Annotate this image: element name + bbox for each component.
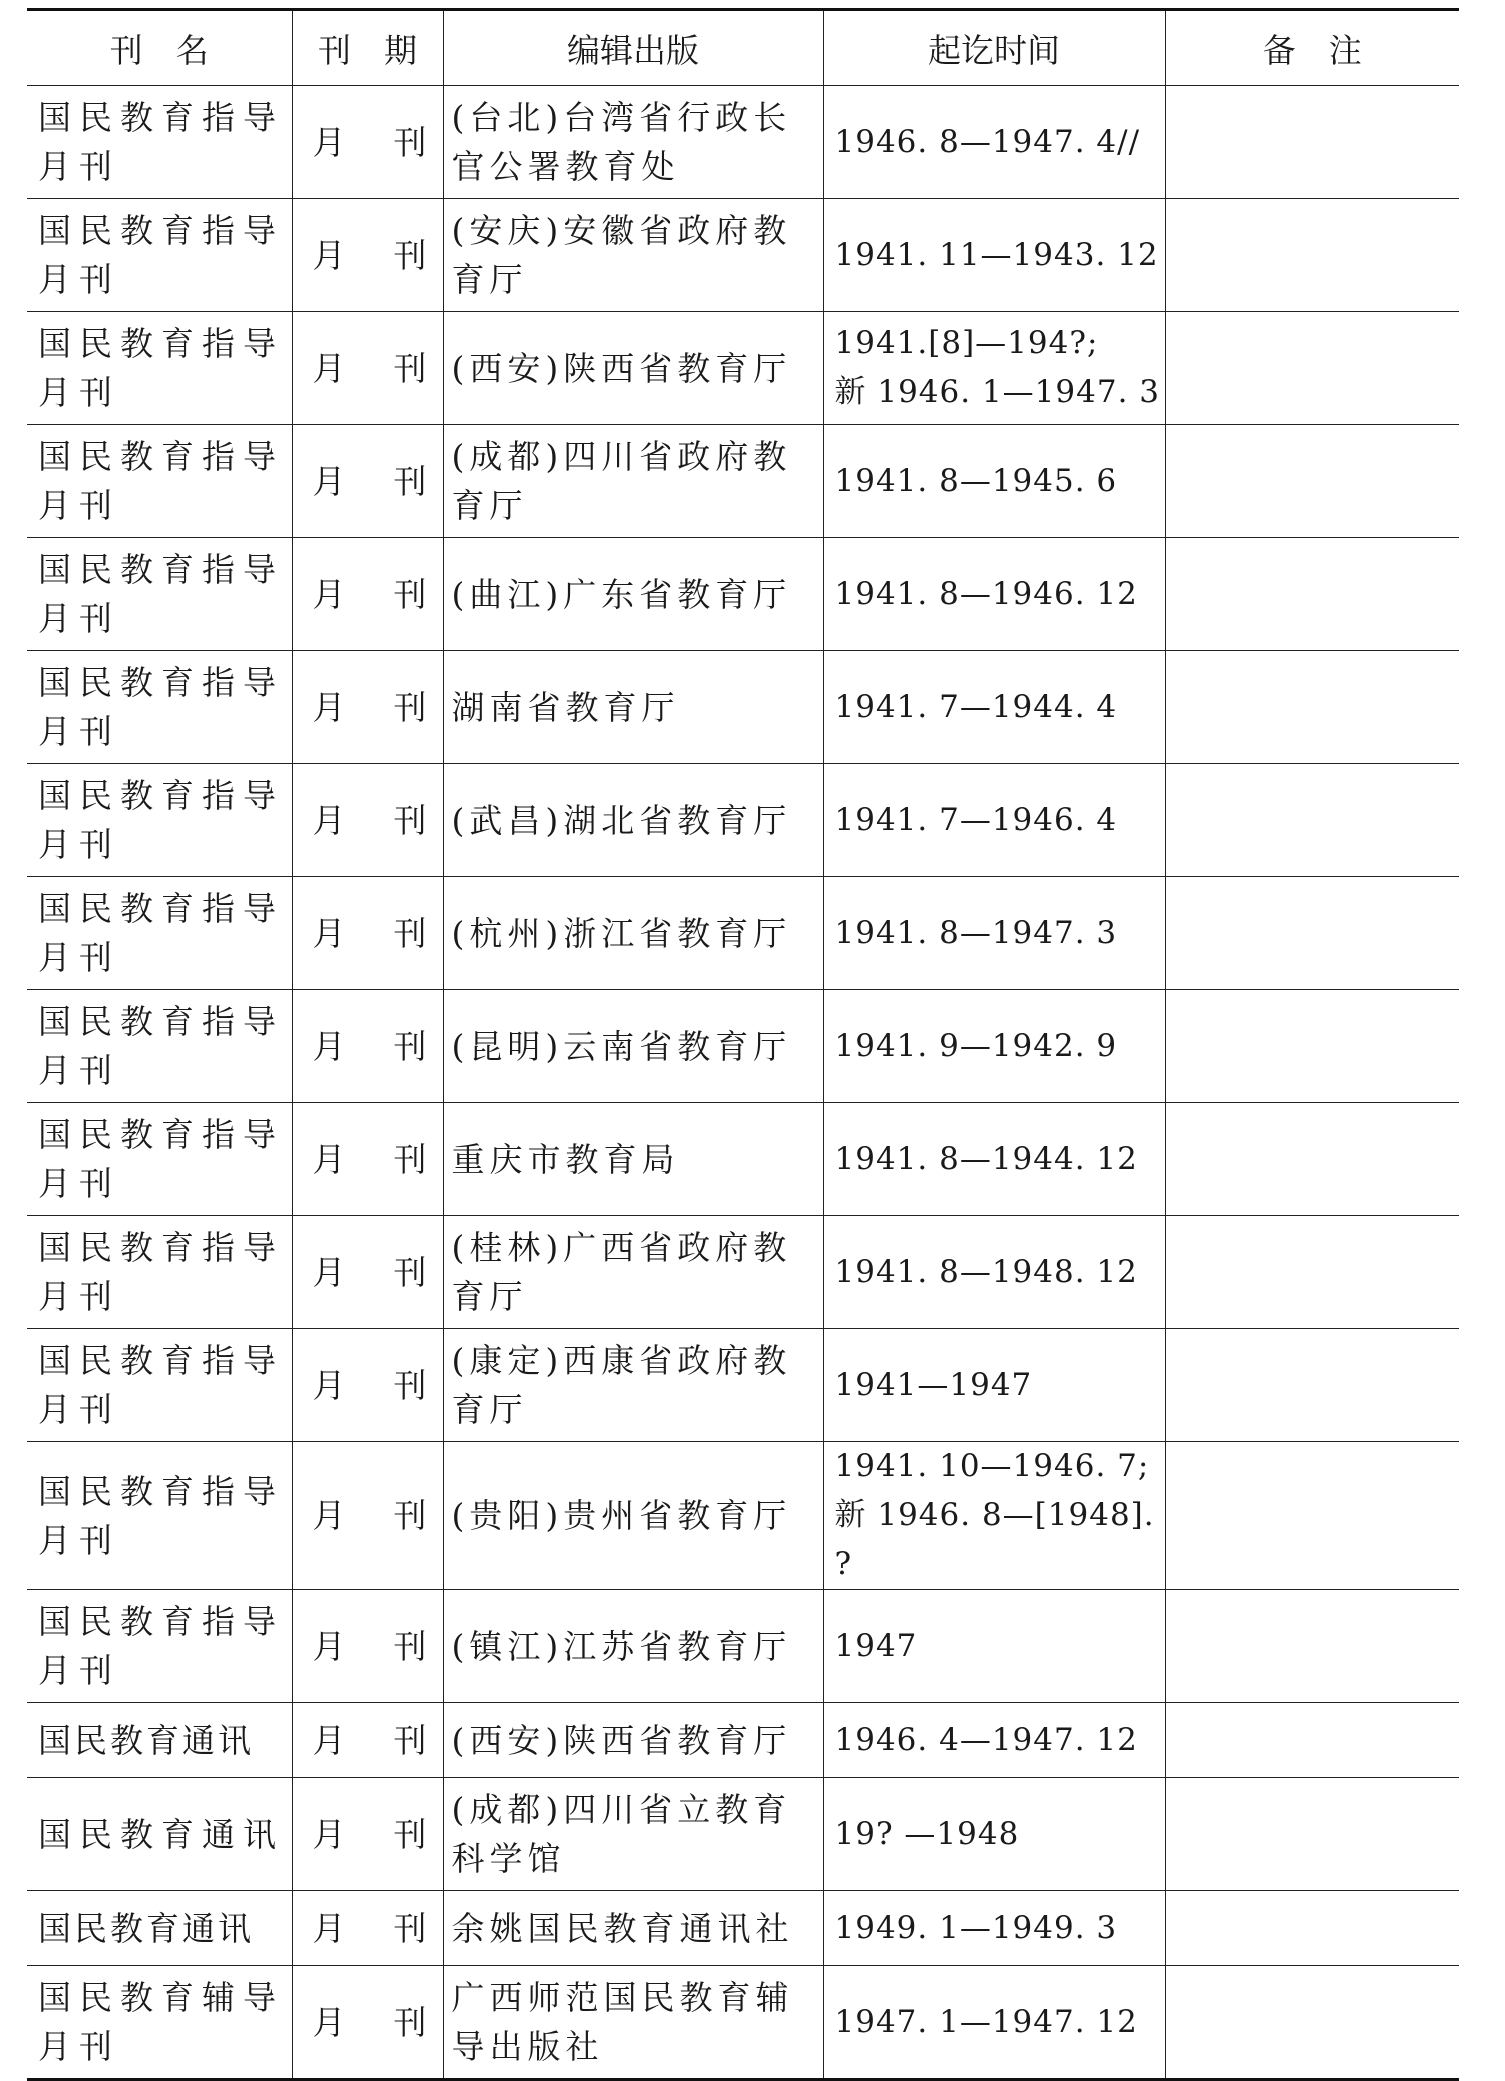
cell-dates xyxy=(823,877,1165,990)
cell-title xyxy=(27,1329,292,1442)
title-text: 国民教育指导月刊 xyxy=(38,1002,284,1090)
cell-period xyxy=(292,1966,443,2080)
period-char-2: 刊 xyxy=(393,1365,427,1405)
cell-title xyxy=(27,764,292,877)
publisher-text: (杭州)浙江省教育厅 xyxy=(451,913,792,953)
period-text xyxy=(293,231,443,280)
table-row xyxy=(27,651,1459,764)
title-text: 国民教育指导月刊 xyxy=(38,437,284,525)
cell-title xyxy=(27,1442,292,1590)
cell-publisher xyxy=(443,877,823,990)
title-text: 国民教育指导月刊 xyxy=(38,1602,284,1690)
publisher-text: (昆明)云南省教育厅 xyxy=(451,1026,792,1066)
dates-text: 1946. 8—1947. 4// xyxy=(834,123,1141,160)
period-text xyxy=(293,457,443,506)
cell-note xyxy=(1165,199,1459,312)
table-row xyxy=(27,1103,1459,1216)
cell-note xyxy=(1165,538,1459,651)
dates-text: 1941. 8—1945. 6 xyxy=(834,462,1118,499)
cell-title xyxy=(27,1103,292,1216)
publisher-text: (曲江)广东省教育厅 xyxy=(451,574,792,614)
table-row xyxy=(27,86,1459,199)
cell-period xyxy=(292,1103,443,1216)
cell-title xyxy=(27,1590,292,1703)
period-text xyxy=(293,1022,443,1071)
title-text: 国民教育指导月刊 xyxy=(38,776,284,864)
cell-dates xyxy=(823,199,1165,312)
cell-publisher xyxy=(443,1966,823,2080)
cell-note xyxy=(1165,1966,1459,2080)
period-text xyxy=(293,570,443,619)
title-text: 国民教育指导月刊 xyxy=(38,550,284,638)
publisher-text: 广西师范国民教育辅导出版社 xyxy=(451,1978,794,2066)
period-char-1: 月 xyxy=(312,122,346,162)
period-char-1: 月 xyxy=(312,1908,346,1948)
cell-period xyxy=(292,1703,443,1778)
period-text xyxy=(293,1716,443,1765)
cell-dates xyxy=(823,764,1165,877)
cell-dates xyxy=(823,1590,1165,1703)
header-note: 备 注 xyxy=(1165,10,1459,86)
table-header-row xyxy=(27,10,1459,86)
cell-publisher xyxy=(443,1329,823,1442)
header-dates: 起讫时间 xyxy=(823,10,1165,86)
cell-title xyxy=(27,877,292,990)
table-row xyxy=(27,425,1459,538)
dates-text: 19? —1948 xyxy=(834,1815,1020,1852)
cell-publisher xyxy=(443,538,823,651)
period-text xyxy=(293,1998,443,2047)
cell-title xyxy=(27,312,292,425)
period-char-2: 刊 xyxy=(393,1139,427,1179)
period-char-1: 月 xyxy=(312,1496,346,1535)
dates-text: 1941. 7—1946. 4 xyxy=(834,801,1118,838)
cell-publisher xyxy=(443,199,823,312)
table-row xyxy=(27,990,1459,1103)
title-text: 国民教育指导月刊 xyxy=(38,1341,284,1429)
period-text xyxy=(293,1491,443,1540)
period-char-1: 月 xyxy=(312,574,346,614)
dates-text: 1941—1947 xyxy=(834,1366,1033,1403)
periodical-table xyxy=(27,8,1459,2081)
period-char-1: 月 xyxy=(312,1365,346,1405)
header-title: 刊 名 xyxy=(27,10,292,86)
period-char-2: 刊 xyxy=(393,1026,427,1066)
publisher-text: 重庆市教育局 xyxy=(451,1139,680,1179)
dates-text: 1941. 8—1947. 3 xyxy=(834,914,1118,951)
period-char-2: 刊 xyxy=(393,1252,427,1292)
period-char-2: 刊 xyxy=(393,122,427,162)
period-char-1: 月 xyxy=(312,1139,346,1179)
table-row xyxy=(27,1590,1459,1703)
cell-dates xyxy=(823,1216,1165,1329)
cell-note xyxy=(1165,1590,1459,1703)
period-char-1: 月 xyxy=(312,235,346,275)
dates-text: 1947. 1—1947. 12 xyxy=(834,2003,1138,2040)
period-char-2: 刊 xyxy=(393,235,427,275)
header-period: 刊 期 xyxy=(292,10,443,86)
cell-dates xyxy=(823,1778,1165,1891)
title-text: 国民教育指导月刊 xyxy=(38,98,284,186)
cell-note xyxy=(1165,1216,1459,1329)
cell-dates xyxy=(823,312,1165,425)
cell-note xyxy=(1165,651,1459,764)
period-text xyxy=(293,118,443,167)
table-row xyxy=(27,877,1459,990)
period-text xyxy=(293,344,443,393)
period-char-1: 月 xyxy=(312,1814,346,1854)
table-row xyxy=(27,312,1459,425)
period-char-1: 月 xyxy=(312,1626,346,1666)
dates-text: 1941. 10—1946. 7; 新 1946. 8—[1948]. ? xyxy=(834,1448,1155,1582)
cell-title xyxy=(27,990,292,1103)
table-row xyxy=(27,1216,1459,1329)
cell-title xyxy=(27,1891,292,1966)
cell-dates xyxy=(823,1329,1165,1442)
cell-dates xyxy=(823,990,1165,1103)
period-text xyxy=(293,1361,443,1410)
publisher-text: (台北)台湾省行政长官公署教育处 xyxy=(451,98,792,186)
cell-title xyxy=(27,538,292,651)
cell-note xyxy=(1165,764,1459,877)
cell-title xyxy=(27,651,292,764)
period-char-1: 月 xyxy=(312,1252,346,1292)
period-char-2: 刊 xyxy=(393,687,427,727)
title-text: 国民教育指导月刊 xyxy=(38,1471,284,1560)
cell-publisher xyxy=(443,1442,823,1590)
table-row xyxy=(27,199,1459,312)
cell-note xyxy=(1165,990,1459,1103)
period-char-2: 刊 xyxy=(393,2002,427,2042)
cell-period xyxy=(292,1442,443,1590)
publisher-text: (贵阳)贵州省教育厅 xyxy=(451,1496,792,1535)
cell-dates xyxy=(823,651,1165,764)
cell-period xyxy=(292,312,443,425)
dates-text: 1941.[8]—194?; 新 1946. 1—1947. 3 xyxy=(834,325,1161,410)
period-char-1: 月 xyxy=(312,913,346,953)
cell-period xyxy=(292,990,443,1103)
table-row xyxy=(27,1442,1459,1590)
period-char-1: 月 xyxy=(312,461,346,501)
cell-note xyxy=(1165,425,1459,538)
cell-period xyxy=(292,538,443,651)
period-char-1: 月 xyxy=(312,1026,346,1066)
period-char-2: 刊 xyxy=(393,348,427,388)
table-row xyxy=(27,764,1459,877)
cell-note xyxy=(1165,1103,1459,1216)
title-text: 国民教育指导月刊 xyxy=(38,663,284,751)
cell-dates xyxy=(823,1703,1165,1778)
cell-period xyxy=(292,425,443,538)
publisher-text: (成都)四川省立教育科学馆 xyxy=(451,1790,792,1878)
period-char-2: 刊 xyxy=(393,800,427,840)
cell-dates xyxy=(823,538,1165,651)
title-text: 国民教育指导月刊 xyxy=(38,211,284,299)
dates-text: 1941. 8—1948. 12 xyxy=(834,1253,1138,1290)
page xyxy=(27,8,1459,2081)
cell-publisher xyxy=(443,1703,823,1778)
cell-period xyxy=(292,877,443,990)
cell-period xyxy=(292,764,443,877)
dates-text: 1941. 8—1946. 12 xyxy=(834,575,1138,612)
title-text: 国民教育通讯 xyxy=(38,1908,254,1948)
publisher-text: (武昌)湖北省教育厅 xyxy=(451,800,792,840)
title-text: 国民教育指导月刊 xyxy=(38,889,284,977)
period-text xyxy=(293,1810,443,1859)
cell-publisher xyxy=(443,312,823,425)
period-char-2: 刊 xyxy=(393,1908,427,1948)
title-text: 国民教育辅导月刊 xyxy=(38,1978,284,2066)
cell-period xyxy=(292,1891,443,1966)
period-text xyxy=(293,1622,443,1671)
cell-publisher xyxy=(443,425,823,538)
publisher-text: (西安)陕西省教育厅 xyxy=(451,1720,792,1760)
period-char-2: 刊 xyxy=(393,1496,427,1535)
period-char-1: 月 xyxy=(312,348,346,388)
title-text: 国民教育指导月刊 xyxy=(38,324,284,412)
cell-note xyxy=(1165,1703,1459,1778)
dates-text: 1941. 11—1943. 12 xyxy=(834,236,1159,273)
title-text: 国民教育通讯 xyxy=(38,1814,284,1854)
table-row xyxy=(27,1891,1459,1966)
publisher-text: (康定)西康省政府教育厅 xyxy=(451,1341,792,1429)
period-char-2: 刊 xyxy=(393,913,427,953)
cell-note xyxy=(1165,1329,1459,1442)
publisher-text: (桂林)广西省政府教育厅 xyxy=(451,1228,792,1316)
dates-text: 1941. 8—1944. 12 xyxy=(834,1140,1138,1177)
publisher-text: 湖南省教育厅 xyxy=(451,687,680,727)
period-char-1: 月 xyxy=(312,800,346,840)
period-char-1: 月 xyxy=(312,2002,346,2042)
cell-dates xyxy=(823,1966,1165,2080)
period-char-2: 刊 xyxy=(393,1626,427,1666)
table-row xyxy=(27,1329,1459,1442)
title-text: 国民教育指导月刊 xyxy=(38,1115,284,1203)
cell-note xyxy=(1165,86,1459,199)
period-text xyxy=(293,796,443,845)
period-char-2: 刊 xyxy=(393,1720,427,1760)
period-text xyxy=(293,683,443,732)
period-text xyxy=(293,1904,443,1953)
table-row xyxy=(27,1966,1459,2080)
cell-dates xyxy=(823,1442,1165,1590)
dates-text: 1941. 9—1942. 9 xyxy=(834,1027,1118,1064)
cell-dates xyxy=(823,1891,1165,1966)
cell-publisher xyxy=(443,1590,823,1703)
cell-title xyxy=(27,199,292,312)
cell-publisher xyxy=(443,1216,823,1329)
period-char-2: 刊 xyxy=(393,1814,427,1854)
period-text xyxy=(293,1248,443,1297)
dates-text: 1941. 7—1944. 4 xyxy=(834,688,1118,725)
cell-period xyxy=(292,199,443,312)
cell-period xyxy=(292,1778,443,1891)
cell-title xyxy=(27,1966,292,2080)
cell-period xyxy=(292,1216,443,1329)
cell-dates xyxy=(823,425,1165,538)
cell-period xyxy=(292,651,443,764)
period-char-2: 刊 xyxy=(393,574,427,614)
period-char-1: 月 xyxy=(312,1720,346,1760)
title-text: 国民教育指导月刊 xyxy=(38,1228,284,1316)
cell-publisher xyxy=(443,990,823,1103)
table-row xyxy=(27,1703,1459,1778)
dates-text: 1949. 1—1949. 3 xyxy=(834,1909,1118,1946)
period-text xyxy=(293,1135,443,1184)
cell-title xyxy=(27,1216,292,1329)
publisher-text: (成都)四川省政府教育厅 xyxy=(451,437,792,525)
cell-title xyxy=(27,1703,292,1778)
table-row xyxy=(27,1778,1459,1891)
publisher-text: (镇江)江苏省教育厅 xyxy=(451,1626,792,1666)
cell-period xyxy=(292,1329,443,1442)
cell-publisher xyxy=(443,1891,823,1966)
cell-dates xyxy=(823,86,1165,199)
cell-note xyxy=(1165,877,1459,990)
cell-publisher xyxy=(443,651,823,764)
cell-title xyxy=(27,86,292,199)
cell-title xyxy=(27,425,292,538)
cell-publisher xyxy=(443,1778,823,1891)
dates-text: 1947 xyxy=(834,1627,918,1664)
title-text: 国民教育通讯 xyxy=(38,1720,254,1760)
dates-text: 1946. 4—1947. 12 xyxy=(834,1721,1138,1758)
period-char-1: 月 xyxy=(312,687,346,727)
cell-note xyxy=(1165,1442,1459,1590)
cell-publisher xyxy=(443,1103,823,1216)
cell-note xyxy=(1165,1891,1459,1966)
cell-title xyxy=(27,1778,292,1891)
header-publisher: 编辑出版 xyxy=(443,10,823,86)
cell-note xyxy=(1165,1778,1459,1891)
cell-period xyxy=(292,86,443,199)
publisher-text: 余姚国民教育通讯社 xyxy=(451,1908,794,1948)
publisher-text: (西安)陕西省教育厅 xyxy=(451,348,792,388)
period-text xyxy=(293,909,443,958)
cell-note xyxy=(1165,312,1459,425)
table-row xyxy=(27,538,1459,651)
cell-period xyxy=(292,1590,443,1703)
period-char-2: 刊 xyxy=(393,461,427,501)
cell-dates xyxy=(823,1103,1165,1216)
cell-publisher xyxy=(443,86,823,199)
table-body xyxy=(27,86,1459,2080)
publisher-text: (安庆)安徽省政府教育厅 xyxy=(451,211,792,299)
cell-publisher xyxy=(443,764,823,877)
